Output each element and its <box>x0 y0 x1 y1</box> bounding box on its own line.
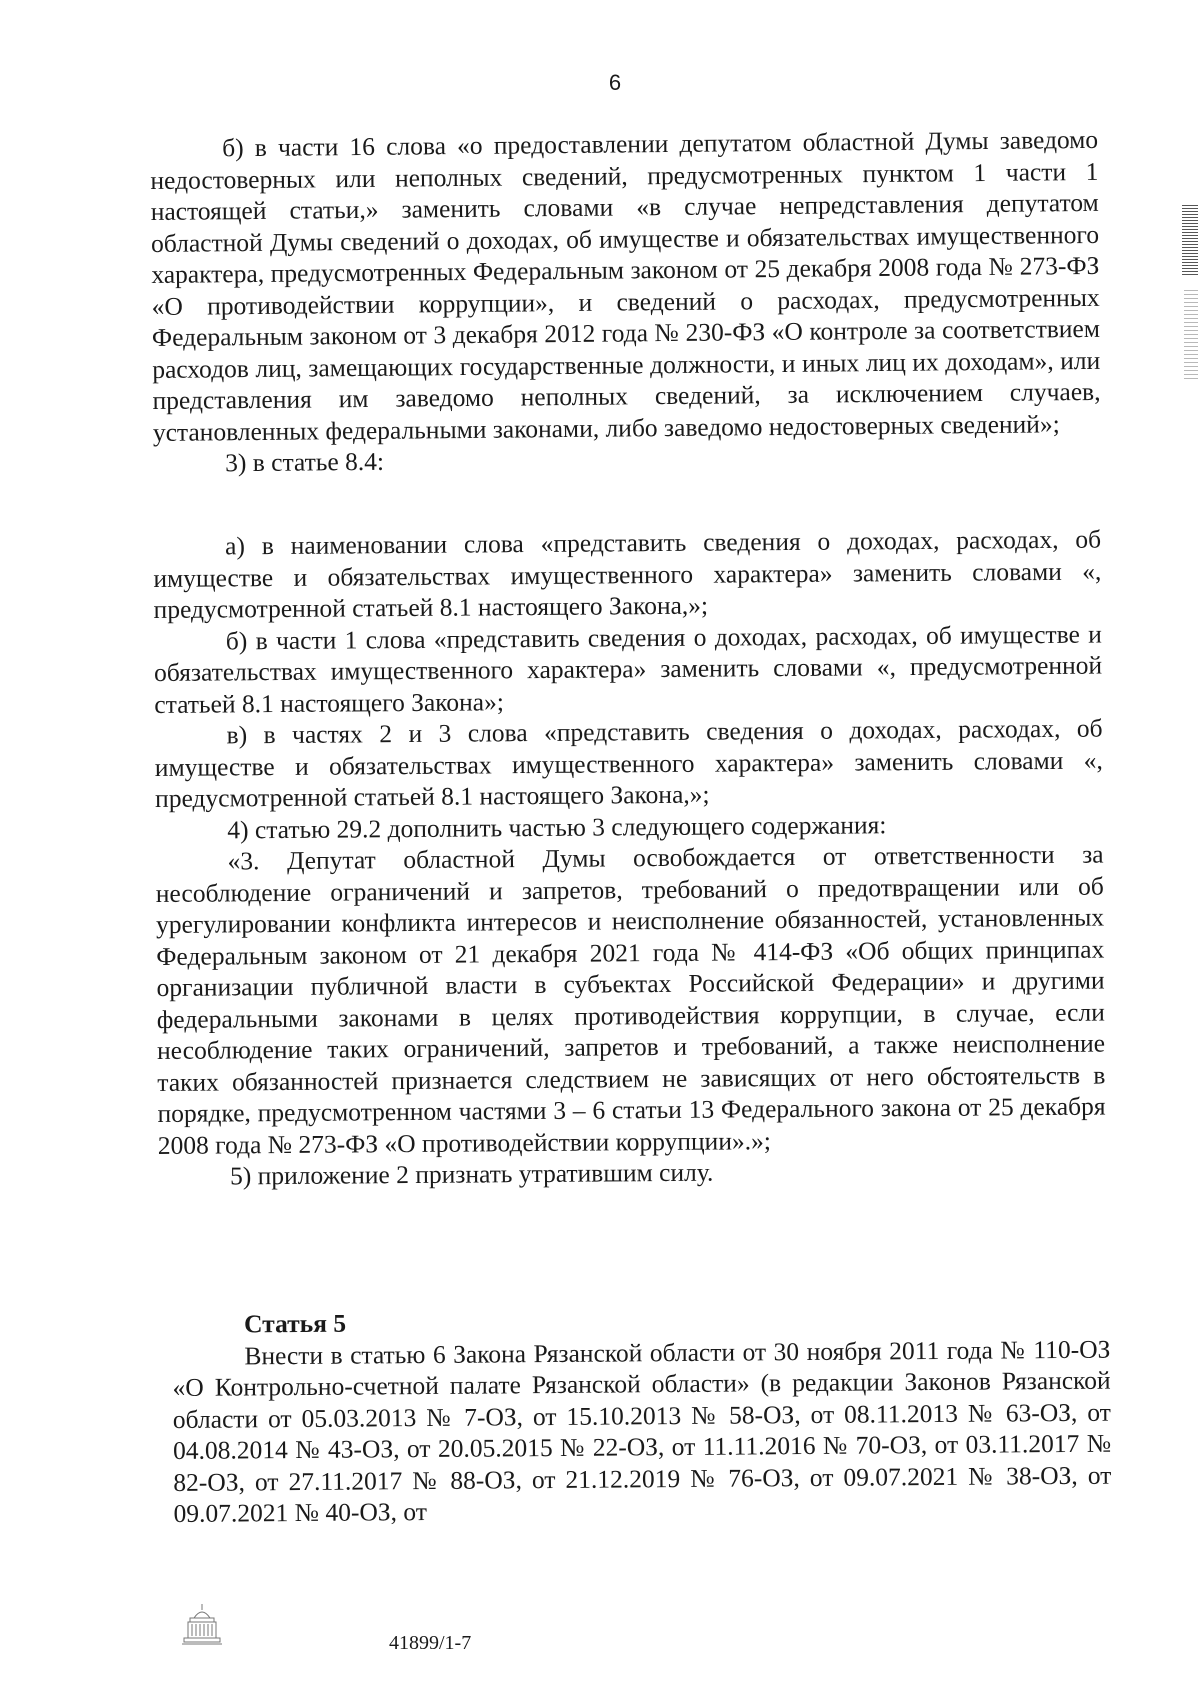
paragraph-5-appendix: 5) приложение 2 признать утратившим силу. <box>229 1157 714 1191</box>
document-code: 41899/1-7 <box>389 1632 472 1654</box>
article-5-text: Внести в статью 6 Закона Рязанской области от 30 ноября 2011 года № 110-ОЗ «О Контрольно-счетной палате Рязанской области» (в редакции Законов Рязанской области от 05.03.2013 № 7-ОЗ, от 15.10.2013 № 58-ОЗ, от 08.11.2013 № 63-ОЗ, от 04.08.2014 № 43-ОЗ, от 20.05.2015 № 22-ОЗ, от 11.11.2016 № 70-ОЗ, от 03.11.2017 № 82-ОЗ, от 27.11.2017 № 88-ОЗ, от 21.12.2019 № 76-ОЗ, от 09.07.2021 № 38-ОЗ, от 09.07.2021 № 40-ОЗ, от <box>172 1334 1112 1528</box>
duma-building-emblem-icon <box>180 1600 224 1648</box>
paragraph-b-part-1: б) в части 1 слова «представить сведения о доходах, расходах, об имуществе и обязательствах имущественного характера» заменить словами «, предусмотренной статьей 8.1 настоящего Закона»; <box>153 619 1103 719</box>
document-body-part-2 <box>153 524 1106 1193</box>
paragraph-a-title: а) в наименовании слова «представить сведения о доходах, расходах, об имуществе и обязательствах имущественного характера» заменить словами «, предусмотренной статьей 8.1 настоящего Закона,»; <box>153 524 1102 624</box>
scan-mark <box>1182 205 1198 275</box>
article-5-title: Статья 5 <box>244 1308 347 1339</box>
paragraph-v-parts-2-3: в) в частях 2 и 3 слова «представить сведения о доходах, расходах, об имуществе и обязательствах имущественного характера» заменить словами «, предусмотренной статьей 8.1 настоящего Закона,»; <box>154 713 1103 813</box>
paragraph-4-article-29-2: 4) статью 29.2 дополнить частью 3 следующего содержания: <box>227 809 887 844</box>
scan-mark-faint <box>1184 290 1198 380</box>
paragraph-quoted-part-3: «3. Депутат областной Думы освобождается от ответственности за несоблюдение ограничений и запретов, требований о предотвращении или об урегулировании конфликта интересов и неисполнение обязанностей, установленных Федеральным законом от 21 декабря 2021 года № 414-ФЗ «Об общих принципах организации публичной власти в субъектах Российской Федерации» и другими федеральными законами в целях противодействия коррупции, в случае, если несоблюдение таких ограничений, запретов и требований, а также неисполнение таких обязанностей признается следствием не зависящих от него обстоятельств в порядке, предусмотренном частями 3 – 6 статьи 13 Федерального закона от 25 декабря 2008 года № 273-ФЗ «О противодействии коррупции».»; <box>155 839 1106 1160</box>
document-body-part-1 <box>150 124 1101 480</box>
scan-edge <box>1170 0 1200 1695</box>
page-number: 6 <box>608 70 622 95</box>
paragraph-3-article-8-4: 3) в статье 8.4: <box>225 446 385 478</box>
document-body-article-5 <box>172 1302 1112 1530</box>
paragraph-b-part-16: б) в части 16 слова «о предоставлении депутатом областной Думы заведомо недостоверных или неполных сведений, предусмотренных пунктом 1 части 1 настоящей статьи,» заменить словами «в случае непредставления депутатом областной Думы сведений о доходах, об имуществе и обязательствах имущественного характера, предусмотренных Федеральным законом от 25 декабря 2008 года № 273-ФЗ «О противодействии коррупции», и сведений о расходах, предусмотренных Федеральным законом от 3 декабря 2012 года № 230-ФЗ «О контроле за соответствием расходов лиц, замещающих государственные должности, и иных лиц их доходам», или представления им заведомо неполных сведений, за исключением случаев, установленных федеральными законами, либо заведомо недостоверных сведений»; <box>150 124 1101 447</box>
